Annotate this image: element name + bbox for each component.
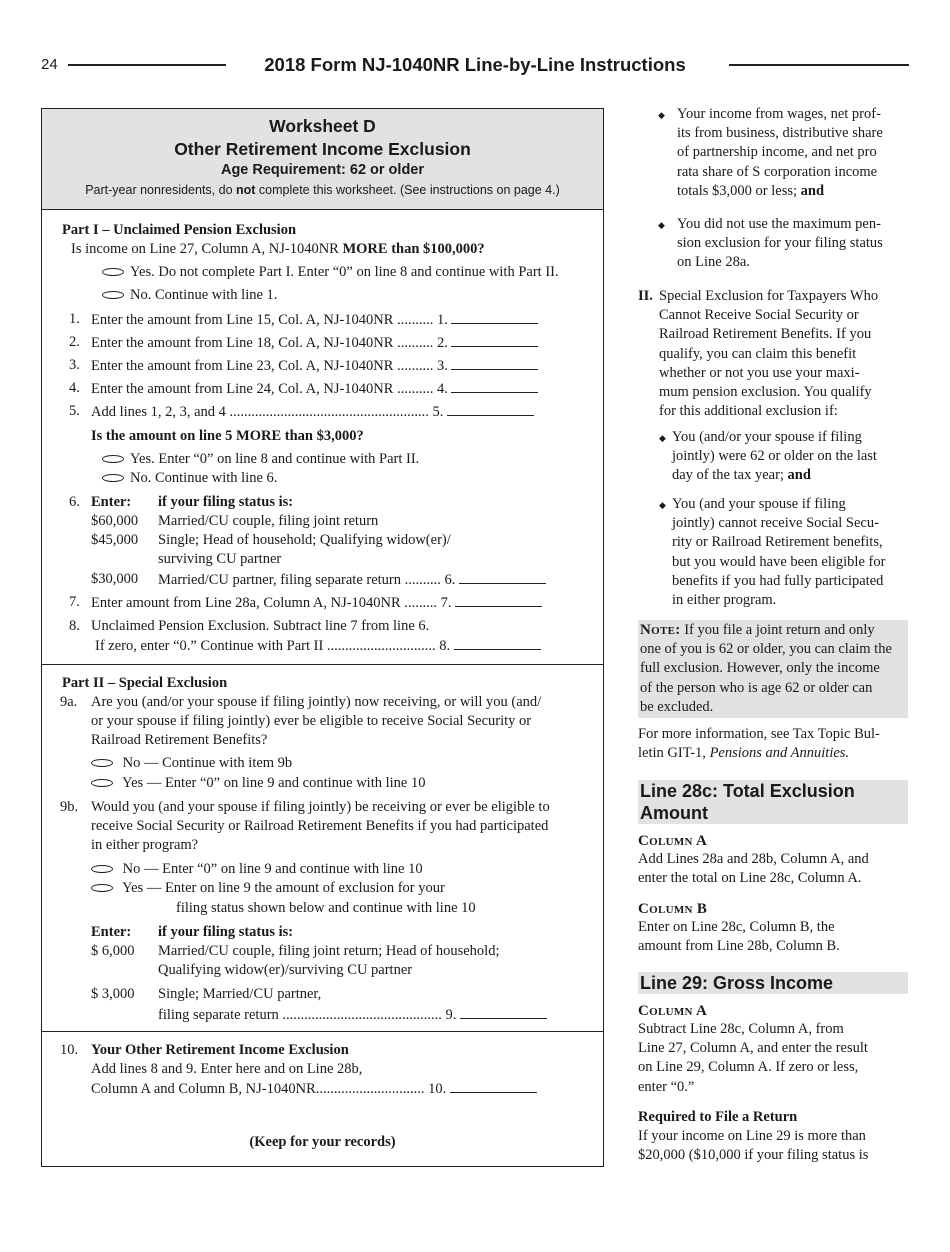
page-title: 2018 Form NJ-1040NR Line-by-Line Instructions — [264, 54, 686, 75]
bullet-icon: ◆ — [658, 220, 665, 230]
line-8: If zero, enter “0.” Continue with Part II .............................. 8. — [95, 636, 541, 655]
header-rule-left — [68, 64, 226, 66]
line-5-yes-option[interactable]: Yes. Enter “0” on line 8 and continue with Part II. — [102, 450, 419, 468]
part2-heading: Part II – Special Exclusion — [62, 675, 228, 691]
part1-no-option[interactable]: No. Continue with line 1. — [102, 286, 277, 304]
part-divider — [42, 664, 603, 665]
line-4-num: 4. — [69, 380, 80, 396]
line-4-entry[interactable] — [451, 379, 538, 393]
part1-question: Is income on Line 27, Column A, NJ-1040NR MORE than $100,000? — [71, 241, 485, 257]
section-heading-29: Line 29: Gross Income — [638, 972, 908, 994]
worksheet-subtitle: Other Retirement Income Exclusion — [174, 139, 471, 159]
line-1: Enter the amount from Line 15, Col. A, NJ-1040NR .......... 1. — [91, 310, 538, 329]
required-to-file-text: If your income on Line 29 is more than $20,000 ($10,000 if your filing status is — [638, 1128, 869, 1164]
q9b-text: in either program? — [91, 837, 199, 853]
line-9-status-head: if your filing status is: — [158, 924, 294, 940]
q9a-text: or your spouse if filing jointly) ever be eligible to receive Social Security or — [91, 713, 532, 729]
line-6-entry[interactable] — [459, 570, 546, 584]
line-8-entry[interactable] — [454, 636, 541, 650]
line-6-num: 6. — [69, 494, 80, 510]
line-6-status-head: if your filing status is: — [158, 494, 294, 510]
radio-oval-icon[interactable] — [102, 291, 124, 299]
page-number: 24 — [41, 56, 58, 73]
line-6-status: Married/CU couple, filing joint return — [158, 513, 379, 529]
line-3-entry[interactable] — [451, 356, 538, 370]
line-5-no-option[interactable]: No. Continue with line 6. — [102, 469, 277, 487]
column-a-text: Add Lines 28a and 28b, Column A, and enter the total on Line 28c, Column A. — [638, 851, 869, 887]
part1-heading: Part I – Unclaimed Pension Exclusion — [62, 222, 297, 238]
column-a-label: Column A — [638, 833, 708, 849]
column-b-text: Enter on Line 28c, Column B, the amount from Line 28b, Column B. — [638, 919, 840, 955]
header-divider — [42, 209, 603, 210]
worksheet-title: Worksheet D — [269, 116, 376, 136]
line-9-amount: $ 6,000 — [91, 943, 135, 959]
line10-divider — [42, 1031, 603, 1032]
bullet-icon: ◆ — [659, 500, 666, 510]
q9b-text: Would you (and your spouse if filing jointly) be receiving or ever be eligible to — [91, 799, 550, 815]
q9b-num: 9b. — [60, 799, 79, 815]
line-7-entry[interactable] — [455, 593, 542, 607]
line29-column-a-label: Column A — [638, 1003, 708, 1019]
line-9-enter-head: Enter: — [91, 924, 132, 940]
line-3-num: 3. — [69, 357, 80, 373]
line-10: Column A and Column B, NJ-1040NR.............................. 10. — [91, 1079, 537, 1098]
line-9-status: Married/CU couple, filing joint return; Head of household; — [158, 943, 500, 959]
more-info: For more information, see Tax Topic Bul- letin GIT-1, Pensions and Annuities. — [638, 726, 880, 762]
line-9-status: Single; Married/CU partner, — [158, 986, 322, 1002]
line-2-entry[interactable] — [451, 333, 538, 347]
section-heading-28c: Line 28c: Total Exclusion Amount — [638, 780, 908, 824]
line-6-amount: $30,000 — [91, 571, 139, 587]
section-ii-num: II. — [638, 288, 653, 304]
line-5: Add lines 1, 2, 3, and 4 ....................................................... 5. — [91, 402, 534, 421]
q9b-yes-text: filing status shown below and continue with line 10 — [176, 900, 476, 916]
line-10-text: Add lines 8 and 9. Enter here and on Line 28b, — [91, 1061, 363, 1077]
line-8-text: Unclaimed Pension Exclusion. Subtract line 7 from line 6. — [91, 618, 430, 634]
radio-oval-icon[interactable] — [91, 779, 113, 787]
bullet-max-pension: You did not use the maximum pen- sion exclusion for your filing status on Line 28a. — [677, 216, 883, 271]
git-1-title: Pensions and Annuities. — [709, 745, 850, 762]
line-6-enter-head: Enter: — [91, 494, 132, 510]
line-2-num: 2. — [69, 334, 80, 350]
radio-oval-icon[interactable] — [91, 759, 113, 767]
line-2: Enter the amount from Line 18, Col. A, NJ-1040NR .......... 2. — [91, 333, 538, 352]
line-9: filing separate return ............................................ 9. — [158, 1005, 547, 1024]
line-5-entry[interactable] — [447, 402, 534, 416]
age-requirement: Age Requirement: 62 or older — [220, 162, 425, 178]
note-label: Note: — [640, 622, 681, 638]
q9a-text: Railroad Retirement Benefits? — [91, 732, 268, 748]
line-10-num: 10. — [60, 1042, 79, 1058]
q9b-text: receive Social Security or Railroad Retirement Benefits if you had participated — [91, 818, 549, 834]
required-to-file-heading: Required to File a Return — [638, 1109, 798, 1125]
q9a-num: 9a. — [60, 694, 78, 710]
q9a-yes-option[interactable]: Yes — Enter “0” on line 9 and continue with line 10 — [91, 774, 425, 792]
q9b-yes-option[interactable]: Yes — Enter on line 9 the amount of exclusion for your — [91, 879, 445, 897]
column-b-label: Column B — [638, 901, 708, 917]
radio-oval-icon[interactable] — [91, 884, 113, 892]
line29-column-a-text: Subtract Line 28c, Column A, from Line 27, Column A, and enter the result on Line 29, Column A. If zero or less, enter “0.” — [638, 1021, 868, 1095]
line-1-num: 1. — [69, 311, 80, 327]
note-text: Note: If you file a joint return and only one of you is 62 or older, you can claim the full exclusion. However, only the income of the person who is age 62 or older can be excluded. — [640, 622, 892, 715]
radio-oval-icon[interactable] — [91, 865, 113, 873]
line-8-num: 8. — [69, 618, 80, 634]
bullet-icon: ◆ — [659, 433, 666, 443]
line-10-title: Your Other Retirement Income Exclusion — [91, 1042, 349, 1058]
line-9-entry[interactable] — [460, 1005, 547, 1019]
line-6-amount: $60,000 — [91, 513, 139, 529]
radio-oval-icon[interactable] — [102, 455, 124, 463]
bullet-icon: ◆ — [658, 110, 665, 120]
keep-records-footer: (Keep for your records) — [249, 1134, 396, 1150]
section-ii-text: Special Exclusion for Taxpayers Who Cannot Receive Social Security or Railroad Retirement Benefits. If you qualify, you can claim this benefit whether or not you use your maxi- mum pension exclusion. You qualify for this additional exclusion if: — [659, 288, 879, 420]
line-7: Enter amount from Line 28a, Column A, NJ-1040NR ......... 7. — [91, 593, 542, 612]
line-6-amount: $45,000 — [91, 532, 139, 548]
bullet-income: Your income from wages, net prof- its from business, distributive share of partnership income, and net pro rata share of S corporation income totals $3,000 or less; and — [677, 106, 883, 199]
bullet-age: You (and/or your spouse if filing jointly) were 62 or older on the last day of the tax year; and — [672, 429, 877, 484]
q9b-no-option[interactable]: No — Enter “0” on line 9 and continue with line 10 — [91, 860, 423, 878]
header-rule-right — [729, 64, 909, 66]
line-6-status: surviving CU partner — [158, 551, 282, 567]
q9a-text: Are you (and/or your spouse if filing jointly) now receiving, or will you (and/ — [91, 694, 542, 710]
q9a-no-option[interactable]: No — Continue with item 9b — [91, 754, 292, 772]
worksheet-d — [41, 108, 604, 1167]
line-5-question: Is the amount on line 5 MORE than $3,000? — [91, 428, 364, 444]
line-7-num: 7. — [69, 594, 80, 610]
radio-oval-icon[interactable] — [102, 474, 124, 482]
line-3: Enter the amount from Line 23, Col. A, NJ-1040NR .......... 3. — [91, 356, 538, 375]
line-5-num: 5. — [69, 403, 80, 419]
line-9-status: Qualifying widow(er)/surviving CU partner — [158, 962, 413, 978]
part1-yes-option[interactable]: Yes. Do not complete Part I. Enter “0” on line 8 and continue with Part II. — [102, 263, 559, 281]
line-6-status: Single; Head of household; Qualifying widow(er)/ — [158, 532, 451, 548]
bullet-not-eligible: You (and your spouse if filing jointly) cannot receive Social Secu- rity or Railroad Retirement benefits, but you would have been eligible for benefits if you had fully participated in either program. — [672, 496, 886, 609]
worksheet-header — [42, 109, 603, 209]
part-year-note: Part-year nonresidents, do not complete this worksheet. (See instructions on page 4.) — [85, 183, 560, 197]
line-10-entry[interactable] — [450, 1079, 537, 1093]
line-6-status: Married/CU partner, filing separate return .......... 6. — [158, 570, 546, 589]
line-9-amount: $ 3,000 — [91, 986, 135, 1002]
radio-oval-icon[interactable] — [102, 268, 124, 276]
line-4: Enter the amount from Line 24, Col. A, NJ-1040NR .......... 4. — [91, 379, 538, 398]
line-1-entry[interactable] — [451, 310, 538, 324]
